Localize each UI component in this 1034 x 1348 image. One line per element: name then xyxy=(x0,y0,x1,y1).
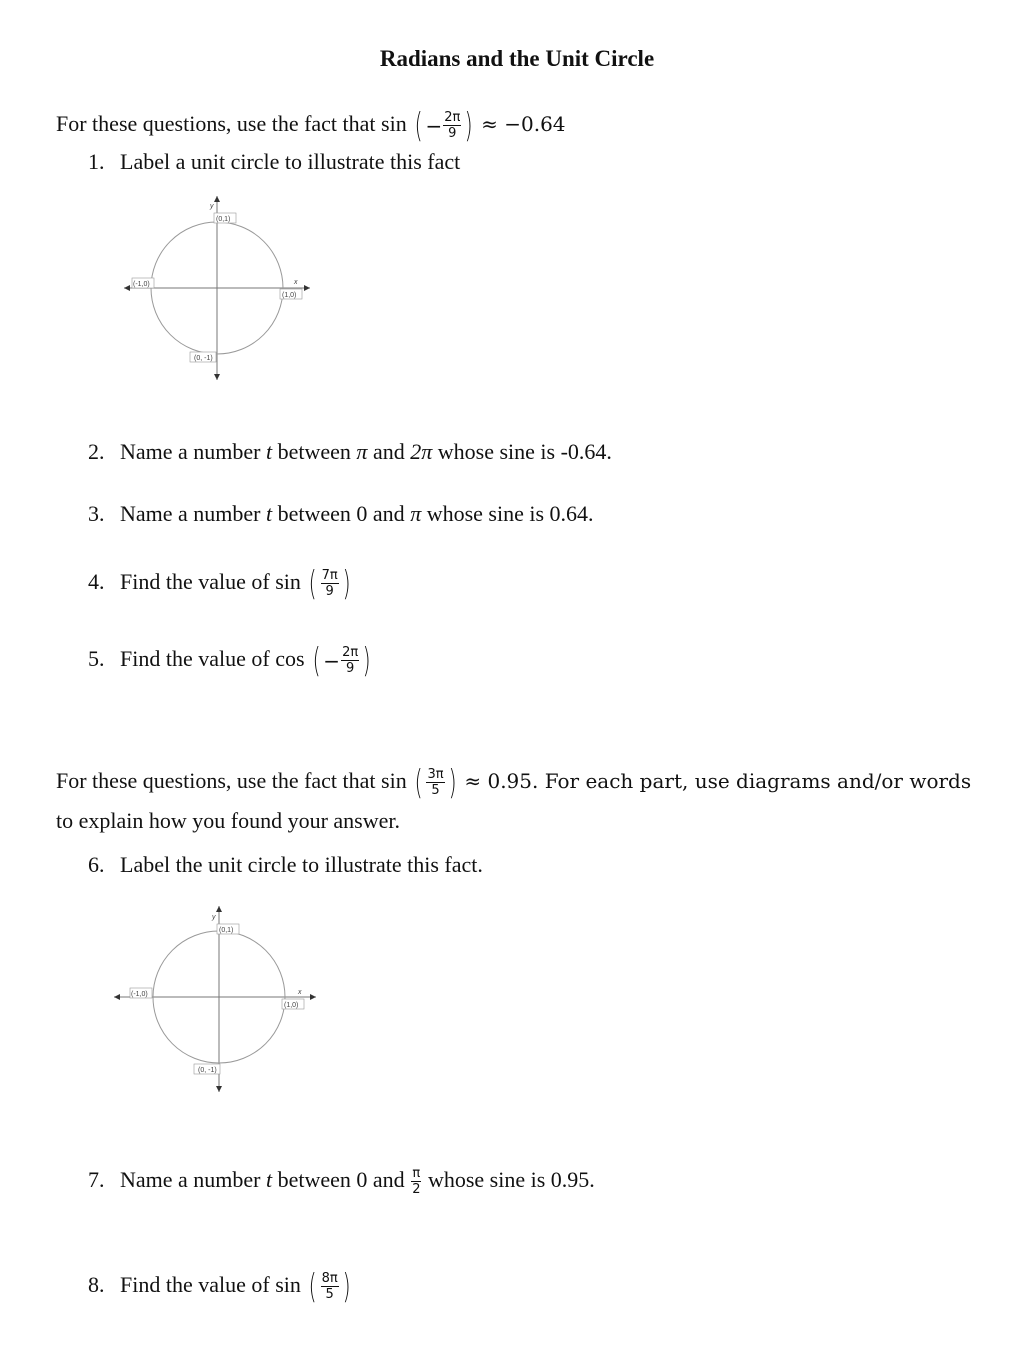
unit-circle-diagram-1 xyxy=(110,190,330,390)
svg-text:y: y xyxy=(212,914,216,921)
svg-text:(0,1): (0,1) xyxy=(219,927,234,934)
fraction: $\frac{8\pi}{5}$ xyxy=(321,1271,338,1303)
section2-intro-line2: to explain how you found your answer. xyxy=(56,808,400,833)
question-7: 7. Name a number t between 0 and $\frac{\pi}{2}$ whose sine is 0.95. xyxy=(88,1166,595,1198)
label-top: (0,1) xyxy=(216,216,231,223)
question-2: 2. Name a number t between π and 2π whose sine is -0.64. xyxy=(88,439,612,464)
question-4: 4. Find the value of sin ( $\frac{7\pi}{9}$ ) xyxy=(88,563,351,604)
label-bottom: (0, -1) xyxy=(194,355,213,362)
fraction: $\frac{7\pi}{9}$ xyxy=(321,568,338,600)
svg-text:(1,0): (1,0) xyxy=(284,1002,299,1009)
question-1: 1. Label a unit circle to illustrate this fact xyxy=(88,149,461,174)
fraction: $\frac{\pi}{2}$ xyxy=(412,1166,421,1198)
question-5: 5. Find the value of cos ( − $\frac{2\pi}{9}$ ) xyxy=(88,640,371,681)
question-8: 8. Find the value of sin ( $\frac{8\pi}{5}$ ) xyxy=(88,1266,351,1307)
section2-intro: For these questions, use the fact that sin ( $\frac{3\pi}{5}$ ) ≈ 0.95. For each part, use diagrams and/or words xyxy=(56,762,972,803)
svg-text:y: y xyxy=(210,203,214,210)
section1-intro: For these questions, use the fact that sin ( − $\frac{2\pi}{9}$ ) ≈ −0.64 xyxy=(56,105,566,146)
question-6: 6. Label the unit circle to illustrate this fact. xyxy=(88,852,483,877)
svg-text:x: x xyxy=(298,989,302,996)
svg-text:(-1,0): (-1,0) xyxy=(131,991,148,998)
fraction: $\frac{3\pi}{5}$ xyxy=(427,767,444,799)
fraction: $\frac{2\pi}{9}$ xyxy=(444,110,461,142)
fraction: $\frac{2\pi}{9}$ xyxy=(342,645,359,677)
question-3: 3. Name a number t between 0 and π whose sine is 0.64. xyxy=(88,501,594,526)
label-left: (-1,0) xyxy=(133,281,150,288)
svg-text:x: x xyxy=(294,279,298,286)
unit-circle-diagram-2 xyxy=(110,902,330,1102)
page-title: Radians and the Unit Circle xyxy=(379,46,655,71)
svg-text:(0, -1): (0, -1) xyxy=(198,1067,217,1074)
label-right: (1,0) xyxy=(282,292,297,299)
